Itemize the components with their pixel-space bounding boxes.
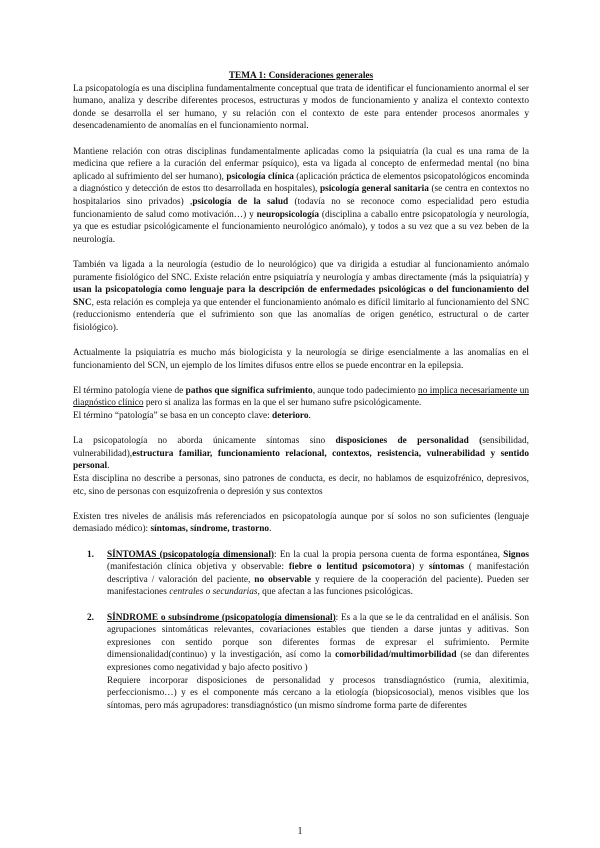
text-run: (disciplina a caballo entre psicopatología y neurología, ya que es estudiar psicológicamente el funcionamiento neurológico anómalo), y todos a su vez que a su vez beben de la neurología. (73, 209, 529, 245)
list-item-sintomas (73, 549, 529, 599)
text-run: Existen tres niveles de análisis más referenciados en psicopatología aunque por sí solos no son suficientes (lenguaje demasiado médico): (73, 511, 529, 535)
list-item-heading: SÍNDROME o subsíndrome (psicopatología dimensional) (107, 612, 336, 623)
term-disposiciones: disposiciones de personalidad ( (335, 436, 483, 447)
text-run: : Es a la que se le da centralidad en el análisis. Son agrupaciones sintomáticas relevantes, covariaciones estables que tienden a darse juntas y aditivas. Son expresiones con sentido porque son diferentes formas de expresar el sufrimiento. Permite dimensionalidad(continuo) y la investigación, así como la (107, 612, 530, 661)
paragraph-pathos (73, 385, 529, 410)
text-run: (se dan diferentes expresiones como negatividad y bajo afecto positivo ) (107, 650, 529, 673)
page-content (73, 70, 529, 712)
term-fiebre: fiebre o lentitud psicomotora (288, 562, 412, 573)
term-comorbilidad: comorbilidad/multimorbilidad (335, 650, 457, 661)
text-run: . (107, 461, 110, 472)
term-psicologia-general-sanitaria: psicología general sanitaria (319, 184, 429, 195)
term-deterioro: deterioro (272, 411, 309, 422)
text-run: La psicopatología no aborda únicamente síntomas sino (73, 436, 336, 447)
page-number: 1 (297, 826, 303, 837)
term-sintomas: síntomas (428, 562, 464, 573)
text-run: ) y (411, 562, 429, 573)
emphasis-pathos: pathos que significa sufrimiento (185, 385, 313, 396)
text-run: , que afectan a las funciones psicológicas. (257, 587, 413, 598)
list-item-text (107, 549, 529, 599)
paragraph-related-disciplines (73, 146, 529, 247)
paragraph-deterioro (73, 410, 529, 423)
term-estructura-familiar: estructura familiar, funcionamiento relacional, contextos, resistencia, vulnerabilidad y sentido personal (73, 448, 529, 472)
term-psicologia-salud: psicología de la salud (192, 196, 289, 207)
text-run: . (308, 411, 311, 422)
text-run: (manifestación clínica objetiva y observable: (107, 562, 289, 573)
levels-list (73, 549, 529, 713)
paragraph-psychiatry: Actualmente la psiquiatría es mucho más biologicista y la neurología se dirige esencialmente a las anomalías en el funcionamiento del SCN, un ejemplo de los límites difusos entre ellos se puede encontrar en la epilepsia. (73, 348, 529, 371)
text-run: (aplicación práctica de elementos psicopatológicos encominda a diagnóstico y detección de estos tto desarrollada en hospitales), (73, 171, 529, 195)
text-run: : En la cual la propia persona cuenta de forma espontánea, (274, 549, 504, 560)
term-niveles: síntomas, síndrome, trastorno (150, 524, 270, 535)
term-no-observable: no observable (254, 574, 311, 585)
list-item-text (107, 612, 529, 675)
text-run: . (269, 524, 272, 535)
text-run: Mantiene relación con otras disciplinas fundamentalmente aplicadas como la psiquiatría (la cual es una rama de la medicina que refiere a la curación del enfermar psíquico), esta va ligada al concepto de enfermedad mental (no bina aplicado al sufrimiento del ser humano), (73, 146, 529, 182)
text-run: (todavía no se reconoce como especialidad pero estudia funcionamiento de salud como motivación…) y (73, 196, 530, 220)
paragraph-definition: La psicopatología es una disciplina fundamentalmente conceptual que trata de identificar el funcionamiento anormal el ser humano, analiza y describe diferentes procesos, estructuras y modos de funcionamiento y analiza el contexto contexto donde se desarrolla el ser humano, y su relación con el contexto de este para entender procesos anormales y desencadenamiento de anomalías en el funcionamiento normal. (73, 83, 529, 132)
text-run: y requiere de la cooperación del paciente). Pueden ser manifestaciones (107, 574, 529, 598)
list-number: 1. (87, 549, 94, 560)
paragraph-disposiciones (73, 435, 529, 473)
list-item-text: Requiere incorporar disposiciones de personalidad y procesos transdiagnóstico (rumia, alexitimia, perfeccionismo…) y es el componente más cercano a la etiología (biopsicosocial), menos visibles que los síntomas, pero más agrupadores: transdiagnóstico (un mismo síndrome forma parte de diferentes (107, 675, 529, 711)
paragraph-neurology (73, 259, 529, 335)
paragraph-niveles (73, 511, 529, 536)
term-psicologia-clinica: psicología clínica (226, 171, 294, 182)
text-run: (se centra en contextos no hospitalarios sino privados) , (73, 184, 529, 207)
text-run: sensibilidad, vulnerabilidad), (73, 436, 529, 459)
text-run: El término “patología” se basa en un concepto clave: (73, 411, 273, 422)
text-run: ( manifestación descriptiva / valoración del paciente, (107, 562, 529, 585)
list-number: 2. (87, 612, 94, 623)
text-run: El término patología viene de (73, 385, 186, 396)
page-title: TEMA 1: Consideraciones generales (228, 71, 374, 81)
term-signos: Signos (503, 549, 529, 560)
emphasis-lenguaje: usan la psicopatología como lenguaje para la descripción de enfermedades psicológicas o del funcionamiento del SNC (73, 285, 529, 308)
paragraph-patrones: Esta disciplina no describe a personas, sino patrones de conducta, es decir, no hablamos de esquizofrénico, depresivos, etc, sino de personas con esquizofrenia o depresión y sus contextos (73, 474, 529, 497)
term-centrales: centrales o secundarias (169, 587, 258, 598)
underlined-diagnostico: no implica necesariamente un diagnóstico clínico (73, 385, 529, 409)
text-run: , aunque todo padecimiento (312, 385, 419, 396)
text-run: , esta relación es compleja ya que entender el funcionamiento anómalo es difícil limitarlo al funcionamiento del SNC (reduccionismo entendería que el sufrimiento son que las anomalías de origen genético, estructural o de carter fisiológico). (73, 297, 529, 333)
text-run: También va ligada a la neurología (estudio de lo neurológico) que va dirigida a estudiar al funcionamiento anómalo puramente fisiológico del SNC. Existe relación entre psiquiatría y neurología y ambas directamente (más la psiquiatría) y (73, 259, 529, 283)
list-item-heading: SÍNTOMAS (psicopatología dimensional) (107, 549, 274, 560)
text-run: pero si analiza las formas en la que el ser humano sufre psicológicamente. (143, 398, 422, 409)
term-neuropsicologia: neuropsicología (256, 209, 319, 220)
list-item-sindrome (73, 612, 529, 713)
